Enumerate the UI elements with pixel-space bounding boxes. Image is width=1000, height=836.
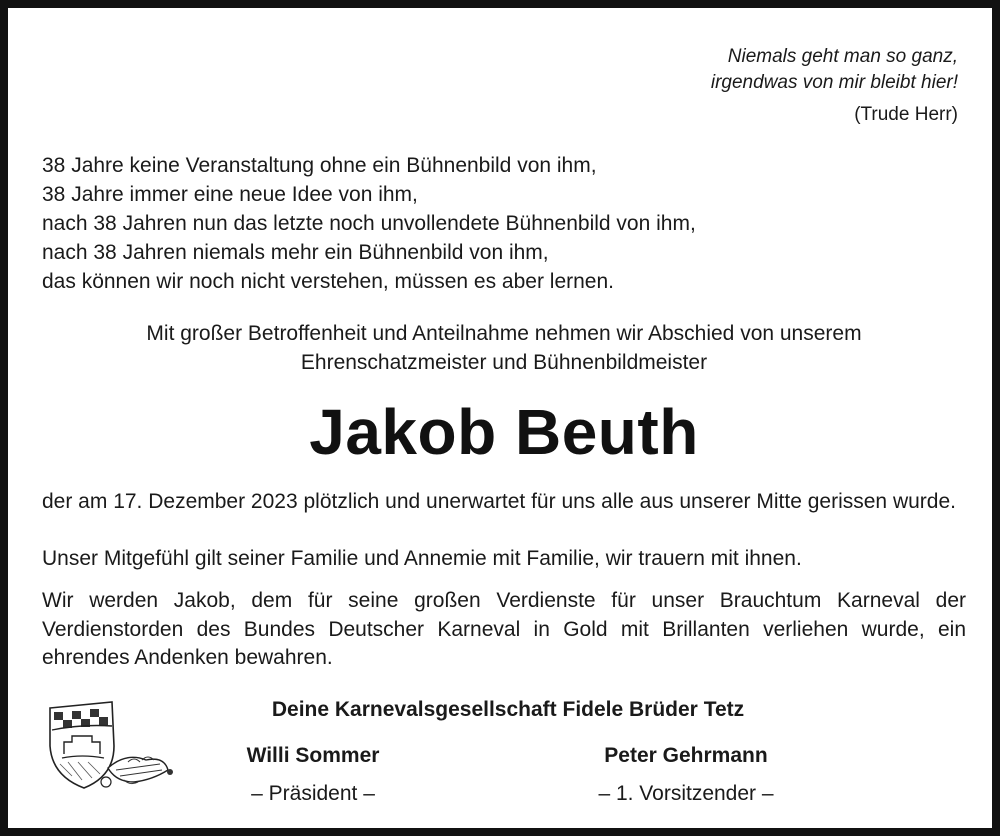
organization-name: Deine Karnevalsgesellschaft Fidele Brüder Tetz: [271, 698, 745, 721]
signatory-name: Willi Sommer: [246, 744, 380, 767]
intro-line: das können wir noch nicht verstehen, müssen es aber lernen.: [42, 270, 614, 293]
quote-line: irgendwas von mir bleibt hier!: [710, 72, 958, 93]
intro-line: 38 Jahre keine Veranstaltung ohne ein Bühnenbild von ihm,: [42, 154, 597, 177]
signatory-name: Peter Gehrmann: [604, 744, 768, 767]
signatory-chairman: [556, 742, 816, 808]
signatory-role: – Präsident –: [251, 782, 375, 805]
announcement-line: Mit großer Betroffenheit und Anteilnahme nehmen wir Abschied von unserem: [146, 322, 862, 345]
deceased-name: Jakob Beuth: [309, 396, 699, 468]
quote-author: (Trude Herr): [854, 104, 958, 125]
signatory-president: [183, 742, 443, 808]
intro-verse: [42, 151, 962, 296]
intro-line: nach 38 Jahren niemals mehr ein Bühnenbild von ihm,: [42, 241, 549, 264]
epigraph-quote: [538, 44, 958, 128]
quote-line: Niemals geht man so ganz,: [727, 46, 958, 67]
announcement-line: Ehrenschatzmeister und Bühnenbildmeister: [300, 351, 708, 374]
intro-line: nach 38 Jahren nun das letzte noch unvollendete Bühnenbild von ihm,: [42, 212, 696, 235]
intro-line: 38 Jahre immer eine neue Idee von ihm,: [42, 183, 418, 206]
coat-of-arms-icon: [42, 696, 182, 796]
body-paragraph-1: der am 17. Dezember 2023 plötzlich und unerwartet für uns alle aus unserer Mitte gerissen wurde.: [42, 490, 956, 513]
announcement: [42, 319, 966, 377]
signatory-role: – 1. Vorsitzender –: [598, 782, 774, 805]
body-paragraph-2: Unser Mitgefühl gilt seiner Familie und Annemie mit Familie, wir trauern mit ihnen.: [42, 547, 802, 570]
body-paragraph-3: Wir werden Jakob, dem für seine großen Verdienste für unser Brauchtum Karneval der Verdienstorden des Bundes Deutscher Karneval in Gold mit Brillanten verliehen wurde, ein ehrendes Andenken bewahren.: [42, 589, 966, 669]
